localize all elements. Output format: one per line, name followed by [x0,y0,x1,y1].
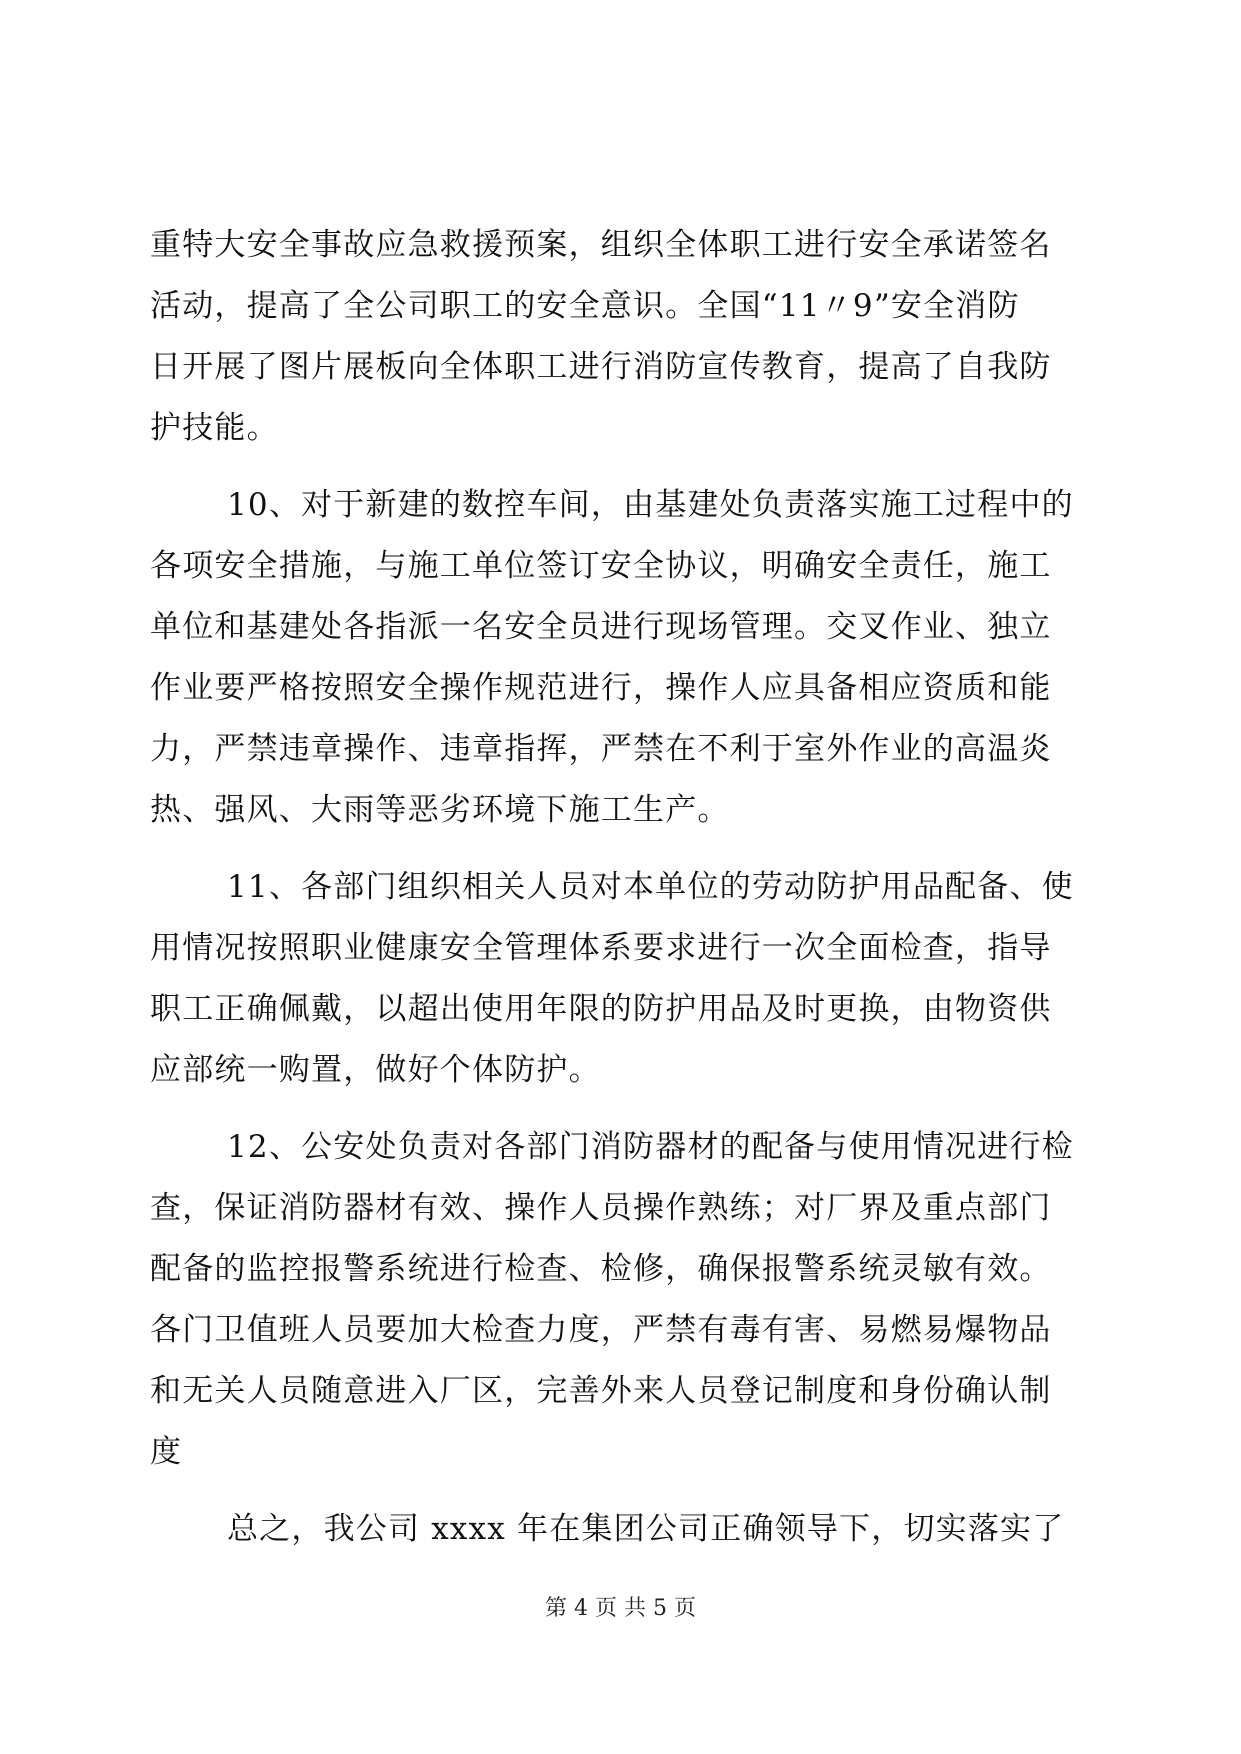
paragraph-gap [150,459,1085,475]
text-line: 各项安全措施，与施工单位签订安全协议，明确安全责任，施工 [150,548,1052,584]
text-line: 作业要严格按照安全操作规范进行，操作人应具备相应资质和能 [150,670,1052,706]
document-body [150,215,1085,1560]
paragraph-gap [150,841,1085,857]
text-line: 护技能。 [150,410,279,446]
text-line: 查，保证消防器材有效、操作人员操作熟练；对厂界及重点部门 [150,1190,1052,1226]
text-line: 活动，提高了全公司职工的安全意识。全国“11〃9”安全消防 [150,288,1020,324]
paragraph-12-first-line: 12、公安处负责对各部门消防器材的配备与使用情况进行检 [227,1129,1074,1165]
paragraph-gap [150,1101,1085,1117]
paragraph-10-first-line: 10、对于新建的数控车间，由基建处负责落实施工过程中的 [227,487,1074,523]
text-line: 应部统一购置，做好个体防护。 [150,1052,601,1088]
text-line: 力，严禁违章操作、违章指挥，严禁在不利于室外作业的高温炎 [150,731,1052,767]
text-line: 单位和基建处各指派一名安全员进行现场管理。交叉作业、独立 [150,609,1052,645]
text-line: 度 [150,1434,183,1470]
text-line: 热、强风、大雨等恶劣环境下施工生产。 [150,792,730,828]
paragraph-11-first-line: 11、各部门组织相关人员对本单位的劳动防护用品配备、使 [227,869,1074,905]
page-number-footer: 第 4 页 共 5 页 [545,1596,696,1621]
text-line: 职工正确佩戴，以超出使用年限的防护用品及时更换，由物资供 [150,991,1052,1027]
text-line: 用情况按照职业健康安全管理体系要求进行一次全面检查，指导 [150,930,1052,966]
text-line: 配备的监控报警系统进行检查、检修，确保报警系统灵敏有效。 [150,1251,1052,1287]
paragraph-gap [150,1483,1085,1499]
text-line: 重特大安全事故应急救援预案，组织全体职工进行安全承诺签名 [150,227,1052,263]
text-line: 各门卫值班人员要加大检查力度，严禁有毒有害、易燃易爆物品 [150,1312,1052,1348]
text-line: 日开展了图片展板向全体职工进行消防宣传教育，提高了自我防 [150,349,1052,385]
conclusion-first-line: 总之，我公司 xxxx 年在集团公司正确领导下，切实落实了 [227,1511,1065,1547]
text-line: 和无关人员随意进入厂区，完善外来人员登记制度和身份确认制 [150,1373,1052,1409]
